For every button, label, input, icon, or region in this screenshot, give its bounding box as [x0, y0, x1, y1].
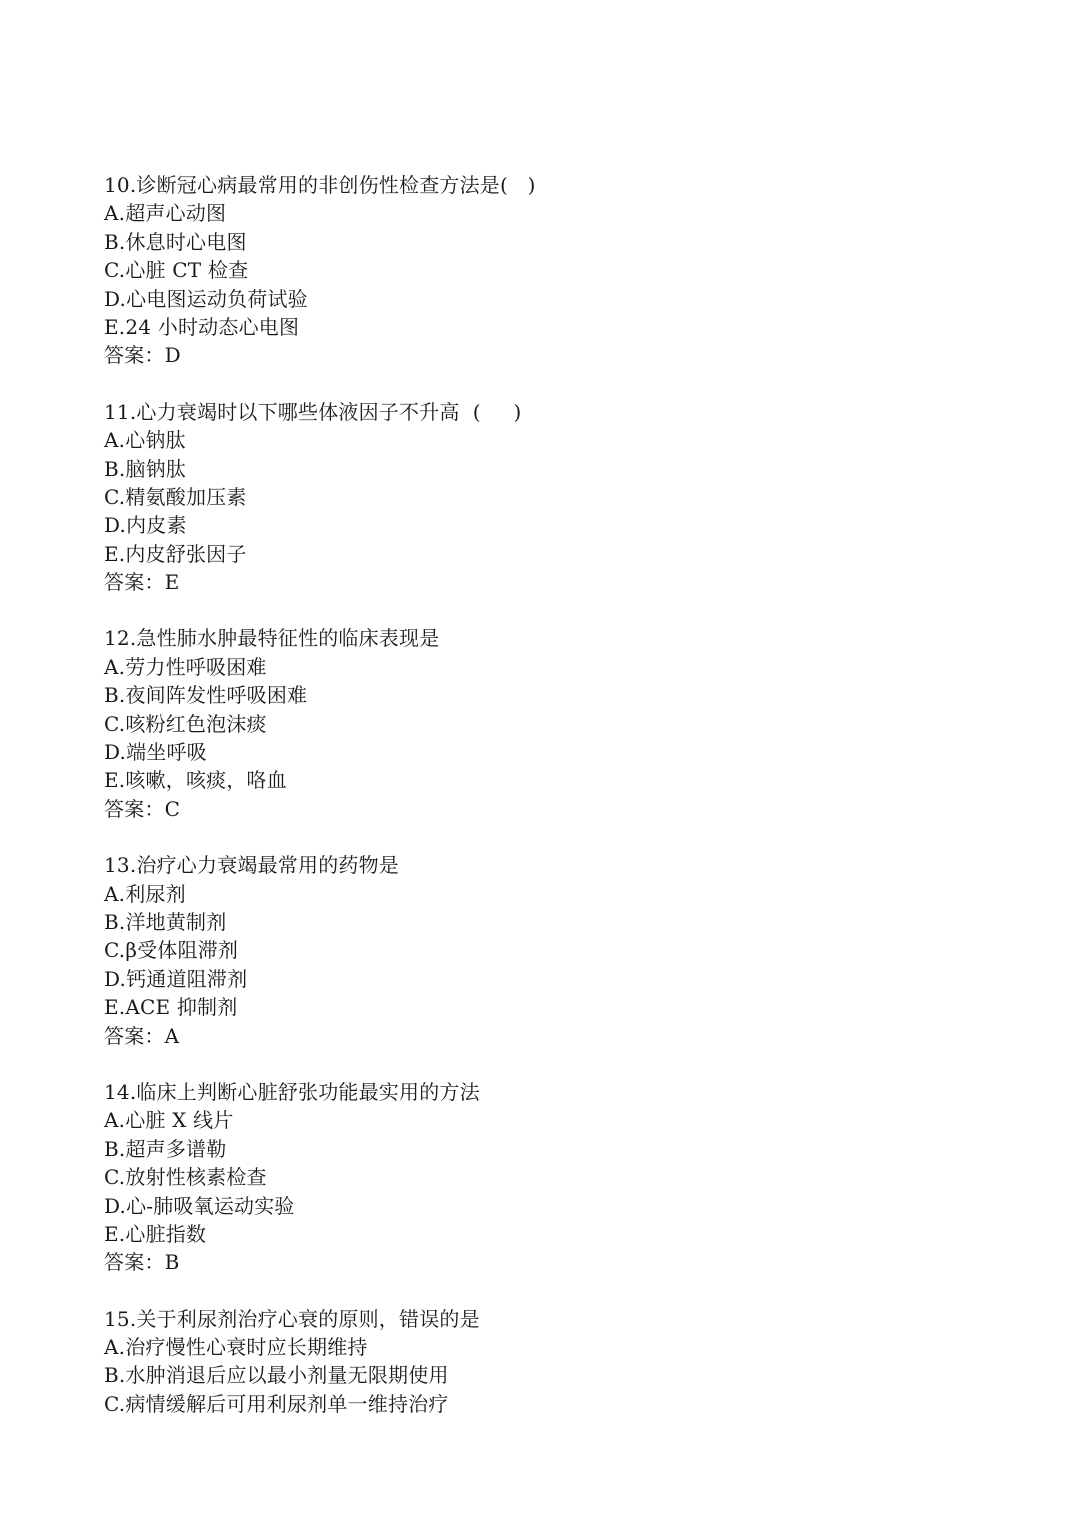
answer-line: 答案：E [104, 570, 180, 595]
option-b: B.休息时心电图 [104, 229, 247, 254]
option-a: A.劳力性呼吸困难 [104, 654, 267, 679]
option-b: B.夜间阵发性呼吸困难 [104, 683, 308, 708]
question-stem: 11.心力衰竭时以下哪些体液因子不升高 ( ) [104, 399, 522, 424]
option-c: C.精氨酸加压素 [104, 484, 247, 509]
option-b: B.超声多谱勒 [104, 1136, 227, 1161]
option-a: A.心钠肽 [104, 428, 186, 453]
answer-line: 答案：A [104, 1023, 180, 1048]
option-b: B.水肿消退后应以最小剂量无限期使用 [104, 1363, 449, 1388]
option-e: E.ACE 抑制剂 [104, 995, 238, 1020]
option-a: A.治疗慢性心衰时应长期维持 [104, 1335, 368, 1360]
question-stem: 13.治疗心力衰竭最常用的药物是 [104, 853, 400, 878]
option-a: A.利尿剂 [104, 881, 186, 906]
option-a: A.超声心动图 [104, 201, 227, 226]
option-e: E.心脏指数 [104, 1221, 207, 1246]
answer-line: 答案：C [104, 796, 181, 821]
question-13 [104, 851, 1004, 1050]
option-d: D.端坐呼吸 [104, 740, 207, 765]
option-e: E.24 小时动态心电图 [104, 314, 300, 339]
option-d: D.钙通道阻滞剂 [104, 966, 248, 991]
question-stem: 12.急性肺水肿最特征性的临床表现是 [104, 626, 440, 651]
option-d: D.心-肺吸氧运动实验 [104, 1193, 295, 1218]
question-11 [104, 398, 1004, 597]
option-c: C.咳粉红色泡沫痰 [104, 711, 267, 736]
option-a: A.心脏 X 线片 [104, 1108, 234, 1133]
question-12 [104, 624, 1004, 823]
answer-line: 答案：D [104, 343, 181, 368]
question-stem: 14.临床上判断心脏舒张功能最实用的方法 [104, 1079, 480, 1104]
question-stem: 15.关于利尿剂治疗心衰的原则，错误的是 [104, 1306, 480, 1331]
document-page [104, 171, 1004, 1446]
option-c: C.心脏 CT 检查 [104, 258, 249, 283]
question-15 [104, 1305, 1004, 1419]
option-b: B.洋地黄制剂 [104, 909, 227, 934]
option-d: D.内皮素 [104, 513, 187, 538]
question-10 [104, 171, 1004, 370]
question-stem: 10.诊断冠心病最常用的非创伤性检查方法是( ) [104, 173, 536, 197]
option-b: B.脑钠肽 [104, 456, 187, 481]
question-14 [104, 1078, 1004, 1277]
option-c: C.放射性核素检查 [104, 1165, 267, 1190]
option-c: C.病情缓解后可用利尿剂单一维持治疗 [104, 1391, 449, 1416]
option-c: C.β受体阻滞剂 [104, 938, 239, 963]
option-e: E.咳嗽，咳痰，咯血 [104, 768, 287, 793]
option-e: E.内皮舒张因子 [104, 541, 247, 566]
answer-line: 答案：B [104, 1250, 180, 1275]
option-d: D.心电图运动负荷试验 [104, 286, 308, 311]
